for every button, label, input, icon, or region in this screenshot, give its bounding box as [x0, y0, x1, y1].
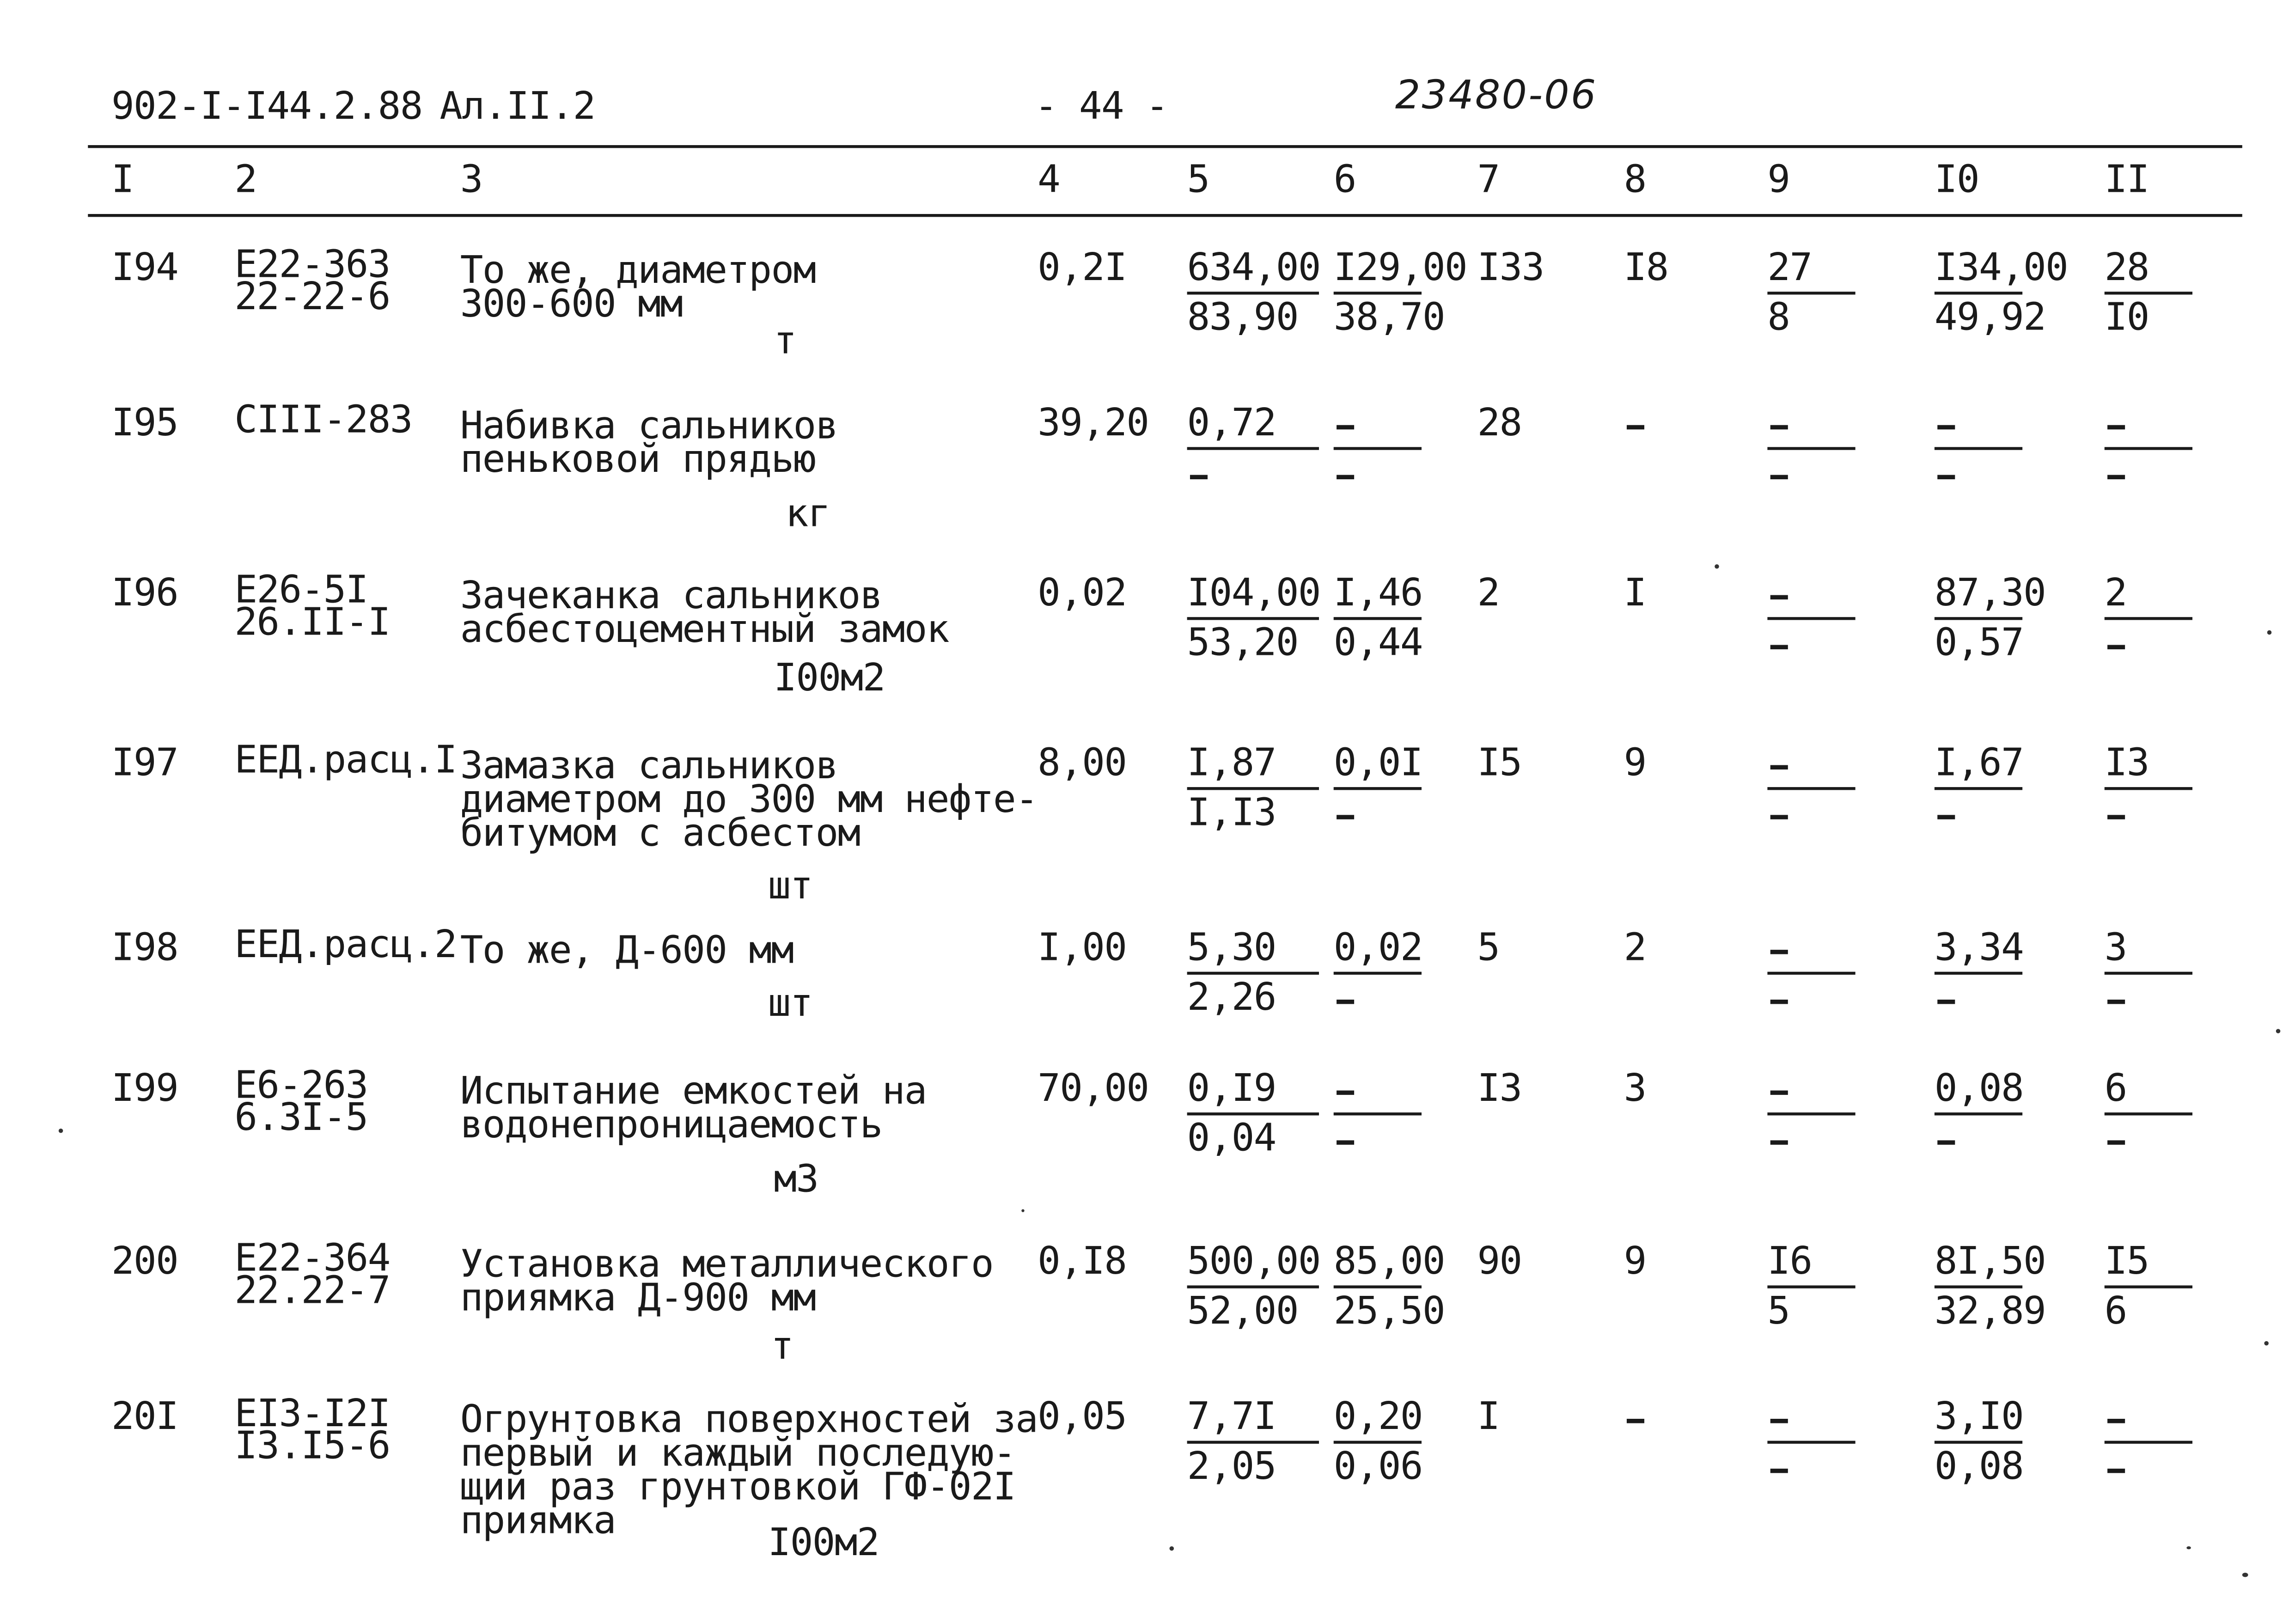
column-header: 4: [1038, 158, 1060, 202]
fraction-rule: [2105, 972, 2192, 975]
norm-code: ЕЕД.расц.I: [234, 739, 457, 783]
cell-value: I,46: [1333, 571, 1422, 616]
empty-value-dash: [1937, 815, 1955, 819]
row-number: I98: [111, 926, 178, 971]
work-description: Испытание емкостей на: [460, 1070, 927, 1114]
cell-value: 0,72: [1187, 401, 1276, 446]
empty-value-dash: [2107, 1419, 2125, 1423]
cell-value: 7,7I: [1187, 1395, 1276, 1440]
scan-speck: [2186, 1546, 2191, 1549]
fraction-rule: [1767, 292, 1855, 294]
cell-value: 49,92: [1934, 296, 2046, 340]
header-bottom-rule: [88, 214, 2242, 217]
quantity: 0,02: [1038, 571, 1127, 616]
cell-value: 28: [2104, 246, 2149, 290]
column-header: I: [111, 158, 134, 202]
column-header: 6: [1333, 158, 1356, 202]
column-header: 2: [234, 158, 257, 202]
fraction-rule: [1767, 1112, 1855, 1115]
cell-value: 5: [1767, 1289, 1790, 1334]
cell-value: 83,90: [1187, 296, 1298, 340]
empty-value-dash: [2107, 645, 2125, 649]
work-description: приямка Д-900 мм: [460, 1276, 816, 1321]
fraction-rule: [1935, 1441, 2022, 1444]
fraction-rule: [2105, 292, 2192, 294]
cell-value: I8: [1624, 246, 1668, 290]
empty-value-dash: [2107, 475, 2125, 480]
quantity: 0,I8: [1038, 1240, 1127, 1284]
album-label: Ал.II.2: [439, 85, 595, 129]
row-number: I99: [111, 1067, 178, 1111]
unit-label: м3: [774, 1158, 818, 1202]
cell-value: 500,00: [1187, 1240, 1320, 1284]
fraction-rule: [1187, 292, 1319, 294]
cell-value: 634,00: [1187, 246, 1320, 290]
empty-value-dash: [1337, 1091, 1354, 1095]
scan-speck: [2242, 1573, 2248, 1577]
cell-value: 8: [1767, 296, 1790, 340]
cell-value: 9: [1624, 1240, 1646, 1284]
cell-value: 3: [2104, 926, 2127, 971]
column-header: 3: [460, 158, 482, 202]
work-description: Установка металлического: [460, 1243, 994, 1287]
quantity: I,00: [1038, 926, 1127, 971]
cell-value: 53,20: [1187, 621, 1298, 665]
fraction-rule: [1767, 972, 1855, 975]
fraction-rule: [1187, 1112, 1319, 1115]
fraction-rule: [1334, 447, 1422, 450]
cell-value: 2,26: [1187, 976, 1276, 1020]
empty-value-dash: [1770, 425, 1788, 430]
fraction-rule: [1935, 787, 2022, 790]
fraction-rule: [1334, 972, 1422, 975]
empty-value-dash: [1337, 425, 1354, 430]
empty-value-dash: [1627, 1419, 1644, 1423]
work-description: битумом с асбестом: [460, 812, 860, 856]
work-description: То же, Д-600 мм: [460, 929, 793, 973]
cell-value: I04,00: [1187, 571, 1320, 616]
cell-value: 0,06: [1333, 1445, 1422, 1490]
empty-value-dash: [1770, 1000, 1788, 1004]
fraction-rule: [1767, 617, 1855, 620]
fraction-rule: [1334, 617, 1422, 620]
quantity: 8,00: [1038, 741, 1127, 786]
cell-value: 6: [2104, 1289, 2127, 1334]
empty-value-dash: [1337, 1000, 1354, 1004]
fraction-rule: [1767, 787, 1855, 790]
work-description: водонепроницаемость: [460, 1104, 882, 1148]
empty-value-dash: [1770, 815, 1788, 819]
work-description: 300-600 мм: [460, 283, 683, 327]
fraction-rule: [1334, 292, 1422, 294]
work-description: То же, диаметром: [460, 249, 816, 293]
cell-value: 32,89: [1934, 1289, 2046, 1334]
work-description: асбестоцементный замок: [460, 608, 949, 653]
row-number: 20I: [111, 1395, 178, 1440]
cell-value: 6: [2104, 1067, 2127, 1111]
quantity: 70,00: [1038, 1067, 1149, 1111]
norm-code: I3.I5-6: [234, 1424, 390, 1469]
cell-value: I29,00: [1333, 246, 1467, 290]
cell-value: 52,00: [1187, 1289, 1298, 1334]
cell-value: I5: [1477, 741, 1522, 786]
column-header: 8: [1624, 158, 1646, 202]
quantity: 39,20: [1038, 401, 1149, 446]
empty-value-dash: [1770, 475, 1788, 480]
unit-label: т: [774, 319, 796, 364]
work-description: пеньковой прядью: [460, 438, 816, 482]
cell-value: 25,50: [1333, 1289, 1445, 1334]
empty-value-dash: [1770, 595, 1788, 600]
empty-value-dash: [1337, 475, 1354, 480]
empty-value-dash: [1337, 1140, 1354, 1145]
work-description: щий раз грунтовкой ГФ-02I: [460, 1465, 1016, 1510]
empty-value-dash: [1770, 765, 1788, 770]
fraction-rule: [2105, 1285, 2192, 1288]
fraction-rule: [1935, 972, 2022, 975]
row-number: I96: [111, 571, 178, 616]
scan-speck: [2276, 1029, 2281, 1033]
unit-label: шт: [768, 865, 812, 909]
cell-value: 0,44: [1333, 621, 1422, 665]
scan-speck: [1170, 1546, 1174, 1551]
fraction-rule: [1767, 1441, 1855, 1444]
empty-value-dash: [1937, 1140, 1955, 1145]
row-number: 200: [111, 1240, 178, 1284]
cell-value: 38,70: [1333, 296, 1445, 340]
fraction-rule: [2105, 617, 2192, 620]
empty-value-dash: [1937, 1000, 1955, 1004]
unit-label: т: [771, 1325, 793, 1369]
unit-label: шт: [768, 982, 812, 1026]
work-description: диаметром до 300 мм нефте-: [460, 778, 1038, 823]
norm-code: ЕI3-I2I: [234, 1392, 390, 1437]
empty-value-dash: [1770, 1469, 1788, 1473]
cell-value: I,87: [1187, 741, 1276, 786]
empty-value-dash: [1190, 475, 1208, 480]
cell-value: 0,57: [1934, 621, 2024, 665]
cell-value: 0,20: [1333, 1395, 1422, 1440]
empty-value-dash: [2107, 1469, 2125, 1473]
empty-value-dash: [2107, 815, 2125, 819]
fraction-rule: [1187, 447, 1319, 450]
page-number: - 44 -: [1034, 85, 1168, 129]
fraction-rule: [1187, 787, 1319, 790]
cell-value: 27: [1767, 246, 1812, 290]
cell-value: I6: [1767, 1240, 1812, 1284]
empty-value-dash: [1627, 425, 1644, 430]
work-description: Зачеканка сальников: [460, 574, 882, 619]
fraction-rule: [1334, 1112, 1422, 1115]
empty-value-dash: [2107, 425, 2125, 430]
cell-value: 0,04: [1187, 1117, 1276, 1161]
unit-label: I00м2: [768, 1521, 879, 1566]
cell-value: 0,02: [1333, 926, 1422, 971]
row-number: I94: [111, 246, 178, 290]
cell-value: 2,05: [1187, 1445, 1276, 1490]
empty-value-dash: [1337, 815, 1354, 819]
cell-value: I5: [2104, 1240, 2149, 1284]
work-description: Замазка сальников: [460, 745, 838, 789]
fraction-rule: [1935, 1285, 2022, 1288]
fraction-rule: [1767, 1285, 1855, 1288]
norm-code: Е22-364: [234, 1237, 390, 1281]
cell-value: I3: [2104, 741, 2149, 786]
column-header: 9: [1767, 158, 1790, 202]
fraction-rule: [1187, 617, 1319, 620]
fraction-rule: [1187, 1285, 1319, 1288]
scan-speck: [59, 1129, 63, 1133]
cell-value: I: [1477, 1395, 1500, 1440]
table-top-rule: [88, 145, 2242, 148]
fraction-rule: [1334, 1285, 1422, 1288]
scan-speck: [2264, 1341, 2269, 1346]
cell-value: I34,00: [1934, 246, 2068, 290]
cell-value: I,I3: [1187, 791, 1276, 836]
work-description: приямка: [460, 1499, 616, 1544]
cell-value: I33: [1477, 246, 1544, 290]
cell-value: 8I,50: [1934, 1240, 2046, 1284]
unit-label: кг: [785, 492, 830, 537]
cell-value: 28: [1477, 401, 1522, 446]
norm-code: 6.3I-5: [234, 1096, 368, 1141]
cell-value: 0,08: [1934, 1445, 2024, 1490]
norm-code: СIII-283: [234, 398, 412, 443]
quantity: 0,05: [1038, 1395, 1127, 1440]
norm-code: Е6-263: [234, 1064, 368, 1108]
norm-code: ЕЕД.расц.2: [234, 923, 457, 968]
column-header: I0: [1934, 158, 1979, 202]
cell-value: 5,30: [1187, 926, 1276, 971]
fraction-rule: [1334, 787, 1422, 790]
empty-value-dash: [2107, 1140, 2125, 1145]
fraction-rule: [2105, 787, 2192, 790]
cell-value: I3: [1477, 1067, 1522, 1111]
fraction-rule: [1187, 1441, 1319, 1444]
cell-value: 90: [1477, 1240, 1522, 1284]
cell-value: 85,00: [1333, 1240, 1445, 1284]
cell-value: 2: [2104, 571, 2127, 616]
norm-code: Е22-363: [234, 243, 390, 287]
fraction-rule: [1935, 1112, 2022, 1115]
cell-value: 0,08: [1934, 1067, 2024, 1111]
quantity: 0,2I: [1038, 246, 1127, 290]
empty-value-dash: [1770, 1419, 1788, 1423]
fraction-rule: [1935, 447, 2022, 450]
fraction-rule: [1767, 447, 1855, 450]
row-number: I95: [111, 401, 178, 446]
work-description: Огрунтовка поверхностей за: [460, 1398, 1038, 1442]
cell-value: I0: [2104, 296, 2149, 340]
norm-code: 22.22-7: [234, 1269, 390, 1313]
column-header: 5: [1187, 158, 1209, 202]
cell-value: 3,I0: [1934, 1395, 2024, 1440]
scan-speck: [1021, 1209, 1024, 1212]
norm-code: 26.II-I: [234, 601, 390, 645]
cell-value: 3: [1624, 1067, 1646, 1111]
scan-speck: [2267, 630, 2272, 635]
cell-value: I,67: [1934, 741, 2024, 786]
norm-code: Е26-5I: [234, 568, 368, 613]
cell-value: 2: [1477, 571, 1500, 616]
norm-code: 22-22-6: [234, 275, 390, 320]
cell-value: 0,I9: [1187, 1067, 1276, 1111]
fraction-rule: [1935, 292, 2022, 294]
handwritten-number: 23480-06: [1395, 73, 1598, 119]
cell-value: 3,34: [1934, 926, 2024, 971]
fraction-rule: [1935, 617, 2022, 620]
cell-value: 87,30: [1934, 571, 2046, 616]
empty-value-dash: [1770, 1091, 1788, 1095]
cell-value: 5: [1477, 926, 1500, 971]
empty-value-dash: [2107, 1000, 2125, 1004]
fraction-rule: [1187, 972, 1319, 975]
cell-value: 9: [1624, 741, 1646, 786]
row-number: I97: [111, 741, 178, 786]
cell-value: 0,0I: [1333, 741, 1422, 786]
fraction-rule: [2105, 1441, 2192, 1444]
cell-value: I: [1624, 571, 1646, 616]
fraction-rule: [2105, 1112, 2192, 1115]
fraction-rule: [1334, 1441, 1422, 1444]
work-description: Набивка сальников: [460, 404, 838, 449]
scan-speck: [1715, 564, 1719, 569]
fraction-rule: [2105, 447, 2192, 450]
cell-value: 2: [1624, 926, 1646, 971]
doc-code: 902-I-I44.2.88: [111, 85, 422, 129]
column-header: 7: [1477, 158, 1500, 202]
work-description: первый и каждый последую-: [460, 1432, 1016, 1476]
unit-label: I00м2: [774, 656, 885, 701]
empty-value-dash: [1937, 425, 1955, 430]
empty-value-dash: [1770, 950, 1788, 954]
column-header: II: [2104, 158, 2149, 202]
empty-value-dash: [1937, 475, 1955, 480]
empty-value-dash: [1770, 645, 1788, 649]
empty-value-dash: [1770, 1140, 1788, 1145]
